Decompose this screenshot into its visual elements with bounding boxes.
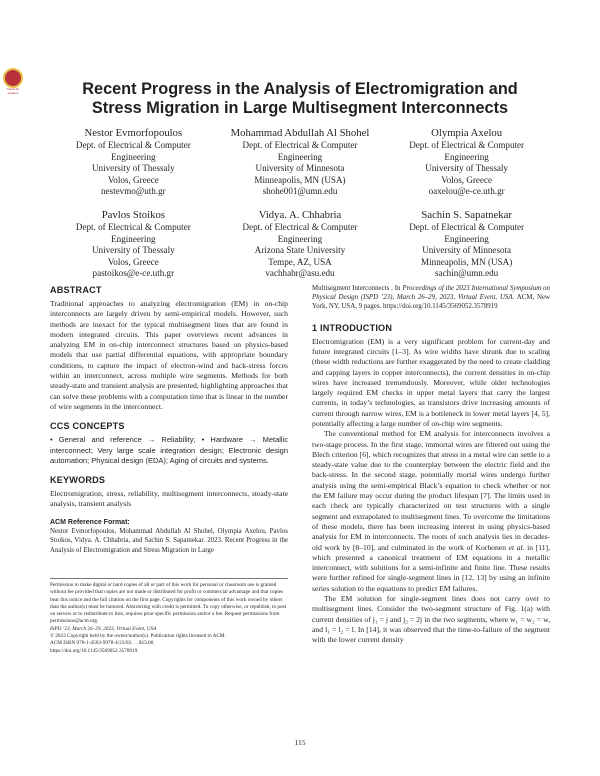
crossmark-icon [3, 68, 23, 88]
ref-cont-tail: ACM, New York, NY, USA, 9 pages. https://doi.org/10.1145/3569052.3578919 [312, 294, 550, 311]
author-location: Volos, Greece [441, 174, 493, 185]
acm-reference-continued [312, 284, 550, 312]
title-line-2: Stress Migration in Large Multisegment Interconnects [91, 99, 509, 117]
author-org: University of Thessaly [91, 245, 175, 256]
author-email: sachin@umn.edu [435, 268, 499, 279]
author-name: Vidya. A. Chhabria [258, 209, 342, 221]
author-block [50, 126, 217, 198]
badge-line-1: Check for [6, 87, 20, 91]
keywords-heading: KEYWORDS [50, 475, 106, 486]
introduction-heading: 1 INTRODUCTION [312, 322, 393, 333]
author-org: University of Minnesota [422, 245, 512, 256]
isbn-line: ACM ISBN 978-1-4503-9978-4/23/03. . . $15.00 [50, 640, 154, 647]
author-name: Olympia Axelou [431, 127, 503, 139]
ccs-text: • General and reference → Reliability; • Hardware → Metallic interconnect; Very large scale integration design; Electronic design automation; Physical design (EDA); Aging of circuits and systems. [50, 435, 288, 465]
keywords-text: Electromigration, stress, reliability, multisegment interconnects, steady-state analysis, transient analysis [50, 489, 288, 509]
acm-reference-text: Nestor Evmorfopoulos, Mohammad Abdullah Al Shohel, Olympia Axelou, Pavlos Stoikos, Vidya. A. Chhabria, and Sachin S. Sapatnekar. 2023. Recent Progress in the Analysis of Electromigration and Stress Migration in Large [50, 528, 288, 554]
permission-text: Permission to make digital or hard copies of all or part of this work for personal or classroom use is granted without fee provided that copies are not made or distributed for profit or commercial advantage and that copies bear this notice and the full citation on the first page. Copyrights for components of this work owned by others than the author(s) must be honored. Abstracting with credit is permitted. To copy otherwise, or republish, to post on servers or to redistribute to lists, requires prior specific permission and/or a fee. Request permissions from permissions@acm.org. [50, 582, 287, 625]
author-block [217, 126, 384, 198]
author-dept: Dept. of Electrical & Computer [75, 140, 191, 150]
author-org: University of Thessaly [425, 163, 508, 174]
intro-p2-part-b: in [11], which presented a canonical treatment of EM equations in a metallic interconnect, with solutions for a semi-infinite and finite line. These results were further refined for single-segment lines in [12, 13] by using an infinite series solution to the equations to predict EM failures. [312, 542, 551, 593]
author-block [217, 208, 384, 280]
author-name: Nestor Evmorfopoulos [84, 127, 183, 139]
check-for-updates-badge[interactable] [2, 68, 24, 98]
ccs-heading: CCS CONCEPTS [50, 421, 125, 432]
acm-reference-heading: ACM Reference Format: [50, 518, 130, 526]
author-block [50, 208, 217, 280]
permission-footnote [50, 578, 288, 655]
author-email: oaxelou@e-ce.uth.gr [428, 186, 505, 197]
author-block [383, 208, 550, 280]
author-dept-2: Engineering [111, 233, 156, 244]
author-org: Arizona State University [254, 245, 346, 256]
author-dept-2: Engineering [277, 233, 323, 244]
author-dept: Dept. of Electrical & Computer [242, 140, 358, 150]
author-dept-2: Engineering [444, 233, 489, 244]
keywords-section [50, 474, 288, 510]
author-email: pastoikos@e-ce.uth.gr [92, 268, 175, 279]
author-dept-2: Engineering [277, 151, 323, 162]
author-org: University of Minnesota [255, 163, 345, 174]
abstract-heading: ABSTRACT [50, 285, 102, 295]
author-location: Tempe, AZ, USA [268, 256, 332, 267]
author-email: nestevmo@uth.gr [100, 186, 166, 197]
author-name: Sachin S. Sapatnekar [421, 209, 512, 221]
title-line-1: Recent Progress in the Analysis of Electromigration and [82, 80, 518, 98]
acm-reference [50, 518, 288, 555]
intro-paragraph-2 [312, 429, 550, 594]
badge-line-2: updates [7, 90, 19, 95]
author-block [383, 126, 550, 198]
ref-cont-plain: Multisegment Interconnects . In [312, 285, 403, 292]
author-location: Minneapolis, MN (USA) [421, 256, 513, 267]
author-dept: Dept. of Electrical & Computer [409, 222, 525, 232]
right-column [312, 284, 550, 646]
left-column [50, 284, 288, 555]
author-location: Volos, Greece [107, 256, 159, 267]
intro-p2-part-a: The conventional method for EM analysis for interconnects involves a two-stage process. In the first stage, immortal wires are filtered out using the Blech criterion [6], which recognizes that stress in a metal wire can settle to a steady-state value due to the counterplay between the electric field and the back-stress. In the second stage, potentially mortal wires undergo further analysis using the semi-empirical Black’s equation to check whether or not the EM failure may occur during the product lifespan [7]. The limits used in each check are typically characterized on test structures with a single segment and extrapolated to multisegment lines. To overcome the limitations of these models, there has been increasing interest in using physics-based analysis for EM in interconnects. The roots of such analysis lies in decades-old work by [8–10], and culminated in the work of Korhonen [312, 429, 550, 552]
paper-title [50, 80, 550, 118]
intro-paragraph-3: The EM solution for single-segment lines does not carry over to multisegment lines. Consider the two-segment structure of Fig. 1(a) with current densities of j₁ = j and j₂ = 2j in the two segments, where w₁ = w₂ = w, and l₁ = l₂ = l. In [14], it was observed that the time-to-failure of the segment with the lower current density [312, 594, 550, 645]
author-name: Mohammad Abdullah Al Shohel [230, 127, 370, 139]
doi-link[interactable]: https://doi.org/10.1145/3569052.3578919 [50, 647, 138, 654]
author-location: Minneapolis, MN (USA) [254, 174, 346, 185]
author-dept-2: Engineering [111, 151, 156, 162]
abstract-text: Traditional approaches to analyzing electromigration (EM) in on-chip interconnects are largely driven by semi-empirical models. However, such methods are inexact for the typical multisegment lines that are found in modern integrated circuits. This paper overviews recent advances in analyzing EM in on-chip interconnect structures based on physics-based models that use partial differential equations, with appropriate boundary conditions, to capture the impact of electron-wind and back-stress forces within an interconnect, across multiple wire segments. Methods for both steady-state and transient analysis are presented, highlighting approaches that can solve these problems with a computation time that is linear in the number of wire segments in the interconnect. [50, 299, 288, 411]
intro-paragraph-1: Electromigration (EM) is a very significant problem for current-day and future integrated circuits [1–3]. As wire widths have shrunk due to scaling (these width reductions are further exaggerated by the need to create cladding and capping layers in copper interconnects), the current densities in on-chip wires have increased tremendously. Moreover, while older technologies largely required EM checks in upper metal layers that carry the largest currents, in today’s technologies, as transistors drive increasing amounts of current through narrow wires, EM is a bottleneck in lower metal layers [4, 5], potentially affecting a large number of on-chip wire segments. [312, 336, 550, 428]
author-email: shohe001@umn.edu [262, 186, 338, 197]
author-org: University of Thessaly [91, 163, 175, 174]
author-row-2 [50, 208, 550, 280]
ccs-section [50, 420, 288, 466]
author-name: Pavlos Stoikos [101, 209, 165, 221]
author-dept: Dept. of Electrical & Computer [75, 222, 191, 232]
venue-line: ISPD ’23, March 26–29, 2023, Virtual Event, USA [50, 625, 157, 632]
author-dept-2: Engineering [444, 151, 489, 162]
ref-cont-italic: Proceedings of the 2023 International Symposium on Physical Design (ISPD ’23), March 26–29, 2023, Virtual Event, USA. [312, 285, 550, 302]
author-dept: Dept. of Electrical & Computer [409, 140, 525, 150]
author-location: Volos, Greece [107, 174, 159, 185]
abstract-section [50, 284, 288, 412]
intro-p2-italic: et al. [508, 542, 525, 552]
author-row-1 [50, 126, 550, 198]
author-email: vachhabr@asu.edu [265, 268, 335, 279]
page-number: 115 [294, 738, 306, 747]
copyright-line: © 2023 Copyright held by the owner/author(s). Publication rights licensed to ACM. [50, 633, 226, 640]
author-dept: Dept. of Electrical & Computer [242, 222, 358, 232]
